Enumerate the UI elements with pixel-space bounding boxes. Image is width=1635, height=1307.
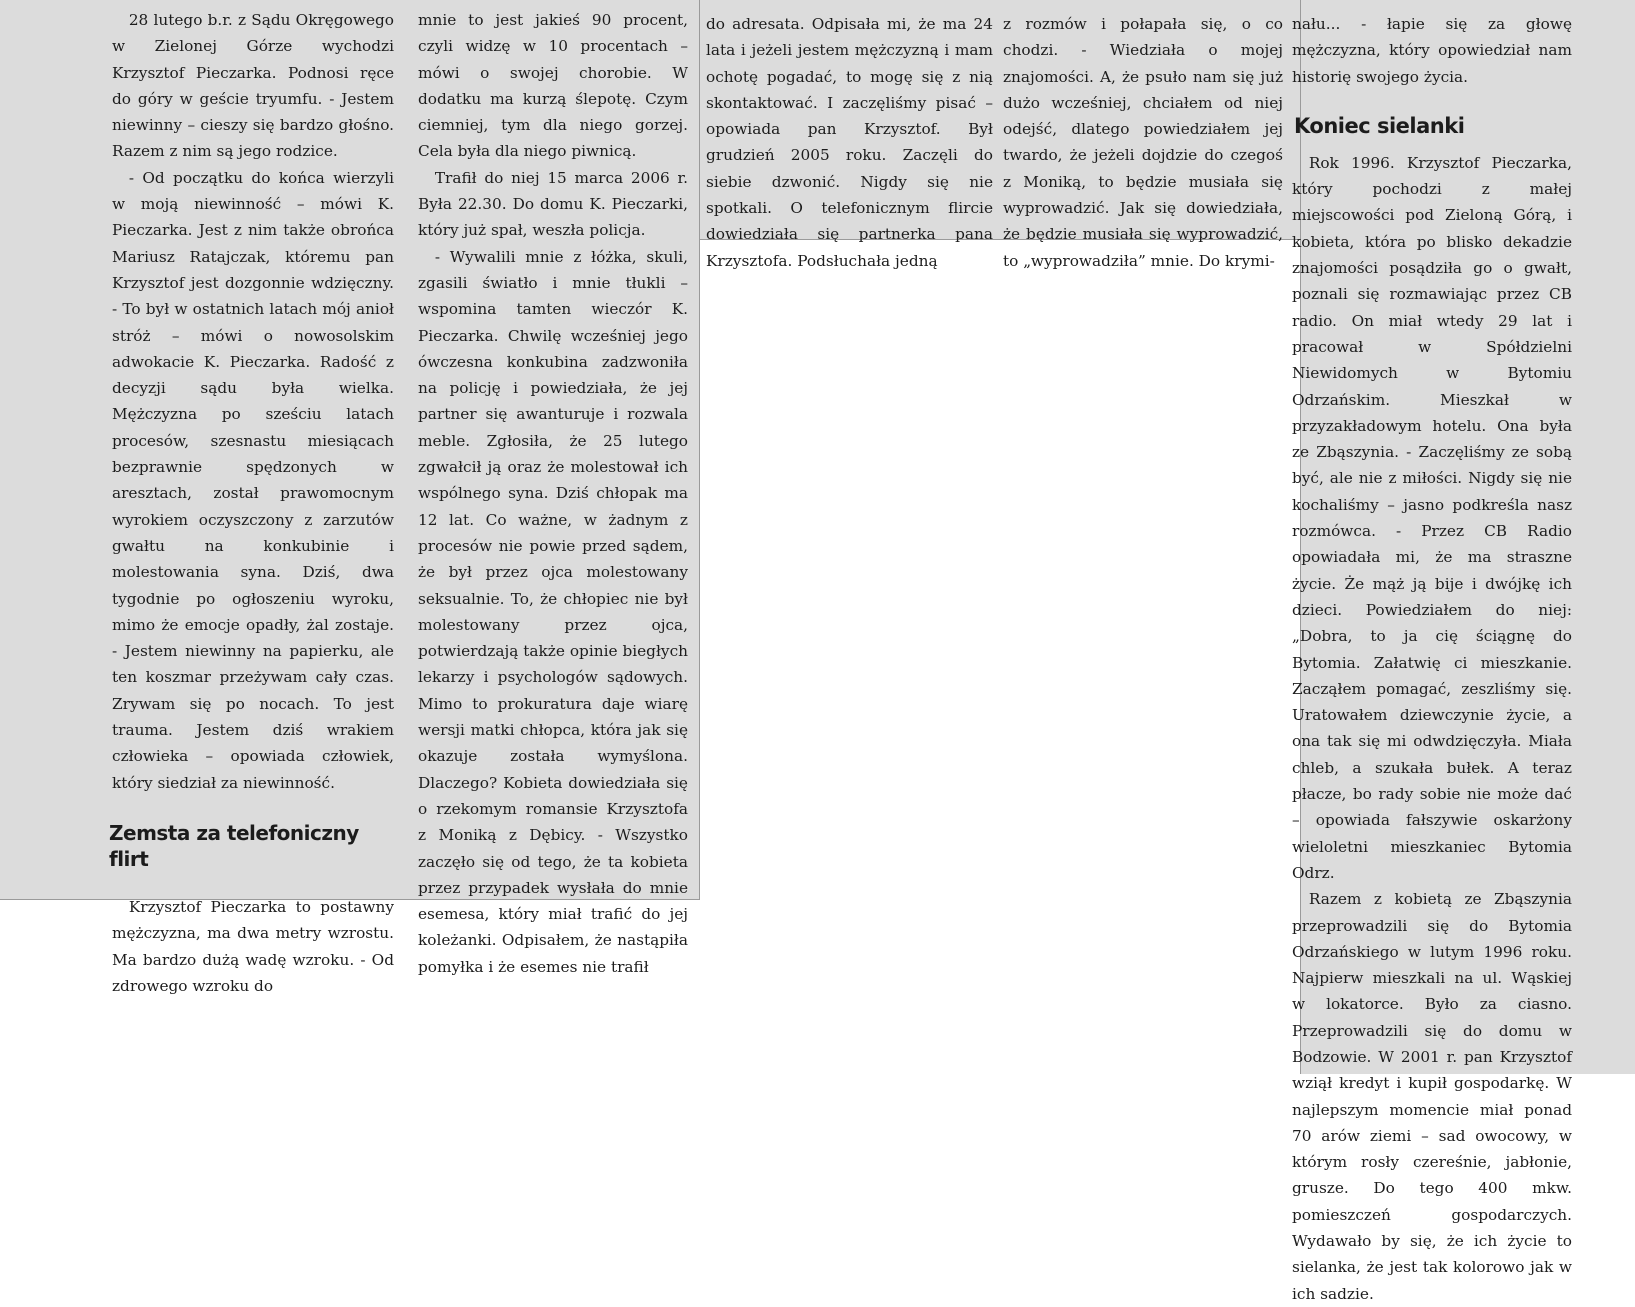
paragraph: Trafił do niej 15 marca 2006 r. Była 22.30. Do domu K. Pieczarki, który już spał, weszła policja.	[418, 168, 688, 240]
paragraph: 28 lutego b.r. z Sądu Okręgowego w Zielonej Górze wychodzi Krzysztof Pieczarka. Podnosi ręce do góry w geście tryumfu. - Jestem niewinny – cieszy się bardzo głośno. Razem z nim są jego rodzice.	[112, 11, 394, 161]
article-column-2	[418, 7, 688, 980]
article-column-4	[1003, 11, 1283, 274]
paragraph: z rozmów i połapała się, o co chodzi. - Wiedziała o mojej znajomości. A, że psuło nam się już dużo wcześniej, chciałem od niej odejść, dlatego powiedziałem jej twardo, że jeżeli dojdzie do czegoś z Moniką, to będzie musiała się wyprowadzić. Jak się dowiedziała, że będzie musiała się wyprowadzić, to „wyprowadziła” mnie. Do krymi-	[1003, 15, 1283, 270]
paragraph: do adresata. Odpisała mi, że ma 24 lata i jeżeli jestem mężczyzną i mam ochotę pogadać, to mogę się z nią skontaktować. I zaczęliśmy pisać – opowiada pan Krzysztof. Był grudzień 2005 roku. Zaczęli do siebie dzwonić. Nigdy się nie spotkali. O telefonicznym flircie dowiedziała się partnerka pana Krzysztofa. Podsłuchała jedną	[706, 15, 993, 270]
article-column-3	[706, 11, 993, 274]
paragraph: nału... - łapie się za głowę mężczyzna, który opowiedział nam historię swojego życia.	[1292, 15, 1572, 86]
paragraph: Krzysztof Pieczarka to postawny mężczyzna, ma dwa metry wzrostu. Ma bardzo dużą wadę wzroku. - Od zdrowego wzroku do	[112, 897, 394, 995]
paragraph: - Wywalili mnie z łóżka, skuli, zgasili światło i mnie tłukli – wspomina tamten wieczór K. Pieczarka. Chwilę wcześniej jego ówczesna konkubina zadzwoniła na policję i powiedziała, że jej partner się awanturuje i rozwala meble. Zgłosiła, że 25 lutego zgwałcił ją oraz że molestował ich wspólnego syna. Dziś chłopak ma 12 lat. Co ważne, w żadnym z procesów nie powie przed sądem, że był przez ojca molestowany seksualnie. To, że chłopiec nie był molestowany przez ojca, potwierdzają także opinie biegłych lekarzy i psychologów sądowych. Mimo to prokuratura daje wiarę wersji matki chłopca, która jak się okazuje została wymyślona. Dlaczego? Kobieta dowiedziała się o rzekomym romansie Krzysztofa z Moniką z Dębicy. - Wszystko zaczęło się od tego, że ta kobieta przez przypadek wysłała do mnie esemesa, który miał trafić do jej koleżanki. Odpisałem, że nastąpiła pomyłka i że esemes nie trafił	[418, 247, 688, 976]
article-column-1	[109, 7, 394, 999]
paragraph: mnie to jest jakieś 90 procent, czyli widzę w 10 procentach – mówi o swojej chorobie. W dodatku ma kurzą ślepotę. Czym ciemniej, tym dla niego gorzej. Cela była dla niego piwnicą.	[418, 11, 688, 161]
paragraph: - Od początku do końca wierzyli w moją niewinność – mówi K. Pieczarka. Jest z nim także obrońca Mariusz Ratajczak, któremu pan Krzysztof jest dozgonnie wdzięczny. - To był w ostatnich latach mój anioł stróż – mówi o nowosolskim adwokacie K. Pieczarka. Radość z decyzji sądu była wielka. Mężczyzna po sześciu latach procesów, szesnastu miesiącach bezprawnie spędzonych w aresztach, został prawomocnym wyrokiem oczyszczony z zarzutów gwałtu na konkubinie i molestowania syna. Dziś, dwa tygodnie po ogłoszeniu wyroku, mimo że emocje opadły, żal zostaje. - Jestem niewinny na papierku, ale ten koszmar przeżywam cały czas. Zrywam się po nocach. To jest trauma. Jestem dziś wrakiem człowieka – opowiada człowiek, który siedział za niewinność.	[112, 168, 394, 792]
section-heading: Zemsta za telefoniczny flirt	[109, 820, 359, 871]
section-heading: Koniec sielanki	[1294, 113, 1465, 138]
paragraph: Rok 1996. Krzysztof Pieczarka, który pochodzi z małej miejscowości pod Zieloną Górą, i kobieta, która po blisko dekadzie znajomości posądziła go o gwałt, poznali się rozmawiając przez CB radio. On miał wtedy 29 lat i pracował w Spółdzielni Niewidomych w Bytomiu Odrzańskim. Mieszkał w przyzakładowym hotelu. Ona była ze Zbąszynia. - Zaczęliśmy ze sobą być, ale nie z miłości. Nigdy się nie kochaliśmy – jasno podkreśla nasz rozmówca. - Przez CB Radio opowiadała mi, że ma straszne życie. Że mąż ją bije i dwójkę ich dzieci. Powiedziałem do niej: „Dobra, to ja cię ściągnę do Bytomia. Załatwię ci mieszkanie. Zacząłem pomagać, zeszliśmy się. Uratowałem dziewczynie życie, a ona tak się mi odwdzięczyła. Miała chleb, a szukała bułek. A teraz płacze, bo rady sobie nie może dać – opowiada fałszywie oskarżony wieloletni mieszkaniec Bytomia Odrz.	[1292, 153, 1572, 882]
paragraph: Razem z kobietą ze Zbąszynia przeprowadzili się do Bytomia Odrzańskiego w lutym 1996 roku. Najpierw mieszkali na ul. Wąskiej w lokatorce. Było za ciasno. Przeprowadzili się do domu w Bodzowie. W 2001 r. pan Krzysztof wziął kredyt i kupił gospodarkę. W najlepszym momencie miał ponad 70 arów ziemi – sad owocowy, w którym rosły czereśnie, jabłonie, grusze. Do tego 400 mkw. pomieszczeń gospodarczych. Wydawało by się, że ich życie to sielanka, że jest tak kolorowo jak w ich sadzie.	[1292, 890, 1572, 1303]
article-column-5	[1292, 11, 1572, 1307]
